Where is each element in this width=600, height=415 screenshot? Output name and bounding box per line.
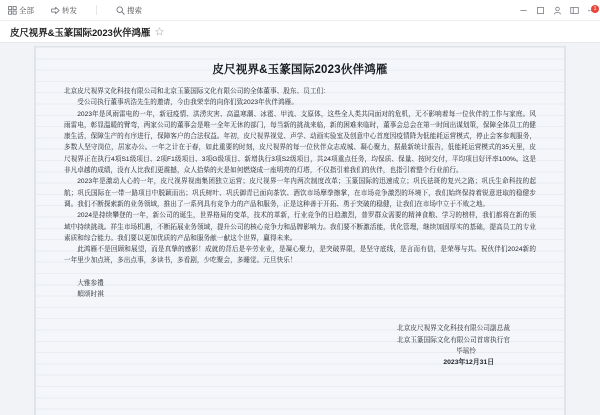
star-icon[interactable] xyxy=(155,27,164,36)
search-icon xyxy=(116,6,125,15)
document-paragraph: 2024是持续攀登的一年，新公司的诞生，世界格局的变革，技术的革新，行业竞争的日趋激烈，普罗群众需要的精神食粮、学习的榜样，我们都将在新的领域中持续挑战。祥生市场机遇，不断拓展业务领域，提升公司的核心竞争力和品牌影响力。我们要不断激活能，优化管理，继续加固厚实的基础，提高员工的专业素质和综合能力。我们要以更加优质的产品和服务献一献这个世界，赢得未来。 xyxy=(64,212,536,242)
toolbar-item-forward[interactable] xyxy=(49,4,79,17)
toolbar-item-forward-label: 转发 xyxy=(62,5,77,15)
tab-strip xyxy=(0,21,600,43)
account-icon[interactable] xyxy=(552,6,562,16)
document-canvas[interactable] xyxy=(0,43,600,415)
document-page xyxy=(35,47,565,415)
maximize-icon[interactable] xyxy=(535,6,545,16)
toolbar-item-all[interactable] xyxy=(6,4,36,17)
forward-icon xyxy=(51,6,60,15)
toolbar-item-all-label: 全部 xyxy=(19,5,34,15)
minimize-icon[interactable] xyxy=(518,6,528,16)
signature-title-2: 北京玉篆国际文化有限公司首席执行官 xyxy=(397,336,510,344)
document-signature xyxy=(64,323,536,368)
notification-badge: 1 xyxy=(591,5,599,13)
tab-document-label: 皮尺视界&玉篆国际2023伙伴鸿雁 xyxy=(10,27,151,39)
signature-spacer xyxy=(64,301,536,312)
window-controls xyxy=(518,0,596,21)
document-paragraph: 2023年是激动人心的一年，皮尺视界视南集团独立运营；皮尺视界一年内两次制度改革；玉篆国际的迅速成立；巩氏祛斑的复兴之路；巩氏生命科技的起航；巩氏国际在一带一路项目中脱颖而出；巩氏树叶、巩氏御青已面向茶饮、酒饮市场摩拳擦掌，在市场竞争激烈的环境下，我们始终保持着锐意进取的稳健步调。我们不断探索新的业务领域，推出了一系列具有竞争力的产品和服务，正是这种善于开拓、勇于突破的稳健，让我们在市场中立于不败之地。 xyxy=(64,178,536,208)
document-paragraph: 受公司执行董事巩浩先生的邀请，今由我荣幸的向你们致2023年伙伴鸿雁。 xyxy=(77,99,299,107)
toolbar-item-search[interactable] xyxy=(114,4,144,17)
closing-line-1: 大雅参禮 xyxy=(77,280,104,288)
more-icon[interactable] xyxy=(586,6,596,16)
document-salutation: 北京皮尺视界文化科技有限公司和北京玉篆国际文化有限公司的全体董事、股东、员工们： xyxy=(64,88,330,95)
document-paragraph: 此鸿雁不是回顾和展望，而是真挚的感影！成就的背后是辛劳业业，是凝心聚力，是突破界限，是坚守底线，是言而有信，是荣辱与共。祝伙伴们2024新的一年里少加点班，多出点事，多读书，多看剧，少吃聚会，多睡觉。元旦快乐！ xyxy=(64,246,536,265)
toolbar-divider xyxy=(96,5,97,15)
top-toolbar xyxy=(0,0,600,21)
grid-icon xyxy=(8,6,17,15)
document-closing xyxy=(64,278,536,301)
signature-name: 毕瑶怜 xyxy=(456,347,476,355)
signature-date: 2023年12月31日 xyxy=(443,359,494,367)
tab-document[interactable] xyxy=(8,21,166,43)
document-paragraph: 2023年是风雨雷电的一年，新冠疫情、洪涝灾害、高温寒潮、冰雹、甲流、支原体，这些全人类共同面对的危机，无不影响着每一位伙伴的工作与家庭。风雨雷电，彰显温暖的臂弯，两家公司的董事会是唯一全年无休的部门，每当新的挑战来临，新的困难来临时，董事会总会在第一时间出谋划策，保障全体员工的健康生活，保障生产的有序进行，保障客户的合法权益。年初，皮尺视界视觉、声学、动画实验室及创意中心首度因疫情降为低能耗运营模式，停止会客参观服务，多数人坚守岗位，居家办公。一年之计在于春，如此重要的时刻，皮尺视界的每一位伙伴众志成城、凝心聚力，据最新统计报告，低能耗运营模式的35天里，皮尺视界正在执行4项S1级项目、2项F1级项目、3项G级项目、新增执行3项S2级项目，共24项重点任务，均保质、保量、按时交付，平均项目好评率100%。这是非凡卓越的成绩，没有人比我们更震撼，众人拾柴的火是如何燃烧成一座明亮的灯塔，不仅指引着我们的伙伴，也指引着整个行业前行。 xyxy=(64,110,536,175)
signature-title-1: 北京皮尺视界文化科技有限公司副总裁 xyxy=(397,325,510,333)
closing-line-2: 順颂时祺 xyxy=(77,291,104,299)
layout-icon[interactable] xyxy=(569,6,579,16)
toolbar-item-search-label: 搜索 xyxy=(127,5,142,15)
document-title: 皮尺视界&玉篆国际2023伙伴鸿雁 xyxy=(212,64,388,76)
toolbar-actions xyxy=(6,4,144,17)
